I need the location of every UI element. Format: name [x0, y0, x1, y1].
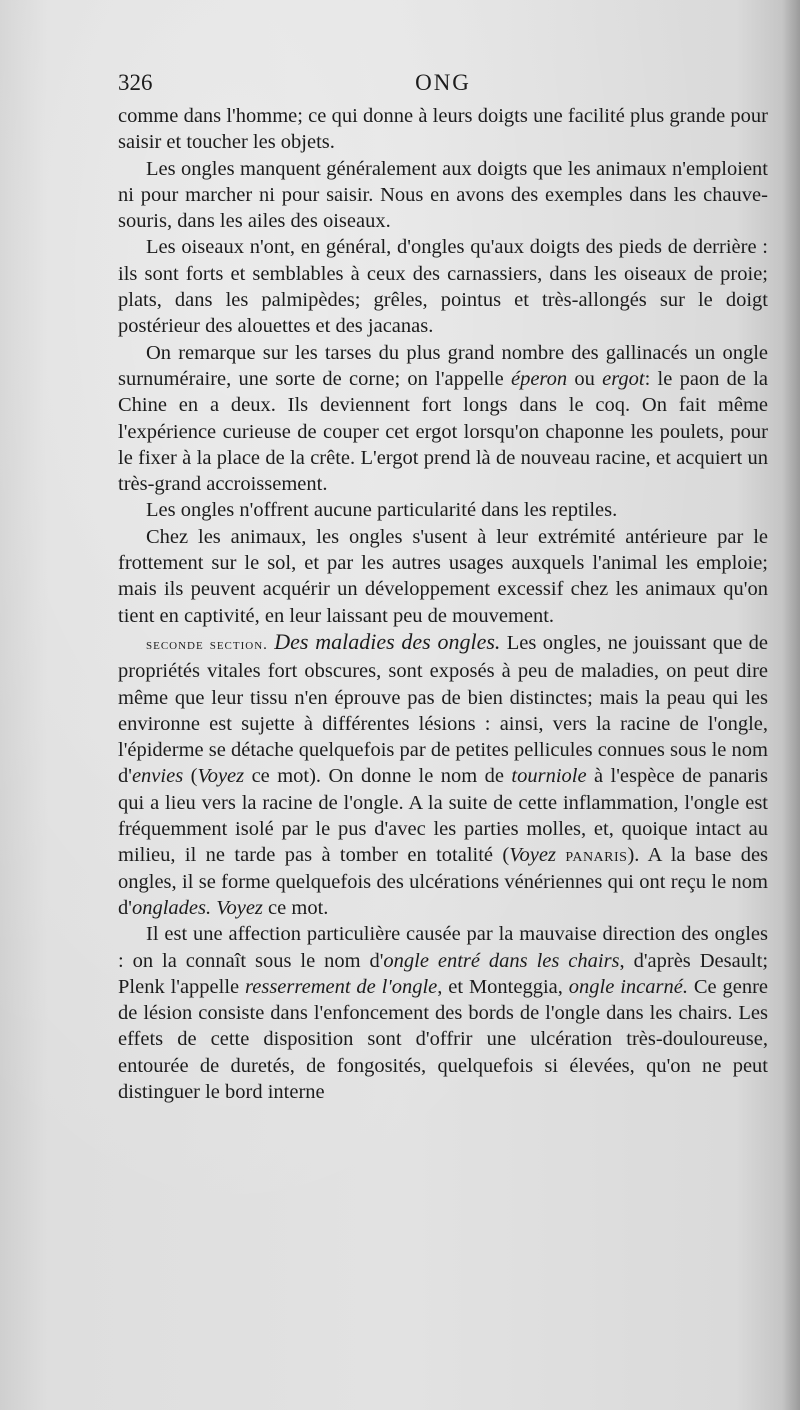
text-run: , et Monteggia,	[437, 975, 569, 998]
text-run: ce mot). On donne le nom de	[244, 765, 512, 788]
text-run: Il est une affection particulière causée par la mauvaise direction des ongles : on la connaît sous le nom d'	[118, 923, 768, 972]
text-run: ). A la base des ongles, il se forme quelquefois des ulcérations vénériennes qui ont reçu le nom d'	[118, 844, 769, 919]
text-run: On remarque sur les tarses du plus grand nombre des gallinacés un ongle surnuméraire, une sorte de corne; on l'appelle	[118, 341, 768, 390]
text-run: Ce genre de lésion consiste dans l'enfoncement des bords de l'ongle dans les chairs. Les effets de cette disposition sont d'offrir une ulcération très-douloureuse, entourée de duretés, de fongosités, quelquefois si élevées, qu'on ne peut distinguer le bord interne	[118, 975, 768, 1103]
paragraph	[118, 921, 768, 1105]
paragraph	[118, 497, 768, 523]
body-text	[118, 103, 768, 1105]
section-label: seconde section.	[146, 636, 268, 653]
text-run: , d'après Desault; Plenk l'appelle	[118, 949, 769, 998]
section-title: Des maladies des ongles.	[274, 628, 501, 654]
text-run: Les ongles, ne jouissant que de propriétés vitales fort obscures, sont exposés à peu de maladies, on peut dire même que leur tissu n'en éprouve pas de bien distinctes; mais la peau qui les environne est sujette à différentes lésions : ainsi, vers la racine de l'ongle, l'épiderme se détache quelquefois par de petites pellicules connues sous le nom d'	[118, 631, 769, 788]
text-run	[556, 844, 565, 866]
text-run: : le paon de la Chine en a deux. Ils deviennent fort longs dans le coq. On fait même l'expérience curieuse de couper cet ergot lorsqu'on chaponne les poulets, pour le fixer à la place de la crête. L'ergot prend là de nouveau racine, et acquiert un très-grand accroissement.	[118, 367, 769, 496]
paragraph	[118, 156, 768, 235]
text-run: Les oiseaux n'ont, en général, d'ongles qu'aux doigts des pieds de derrière : ils sont forts et semblables à ceux des carnassiers, dans les oiseaux de proie; plats, dans les palmipèdes; grêles, pointus et très-allongés sur le doigt postérieur des alouettes et des jacanas.	[118, 236, 768, 338]
italic-term: ergot	[602, 367, 645, 390]
italic-term: Voyez	[197, 765, 245, 788]
text-run: à l'espèce de panaris qui a lieu vers la racine de l'ongle. A la suite de cette inflammation, l'ongle est fréquemment isolé par le pus d'avec les parties molles, et, quoique intact au milieu, il ne tarde pas à tomber en totalité (	[118, 765, 768, 867]
text-run: Les ongles n'offrent aucune particularité dans les reptiles.	[146, 499, 618, 522]
running-title: ONG	[415, 70, 471, 95]
italic-term: Voyez	[216, 896, 263, 919]
italic-term: resserrement de l'ongle	[245, 975, 438, 998]
paragraph	[118, 234, 768, 339]
text-run: (	[183, 765, 198, 788]
text-run: Les ongles manquent généralement aux doigts que les animaux n'emploient ni pour marcher ni pour saisir. Nous en avons des exemples dans les chauve-souris, dans les ailes des oiseaux.	[118, 157, 768, 233]
paragraph	[118, 524, 768, 629]
paragraph	[118, 340, 768, 498]
italic-term: onglades.	[131, 896, 212, 919]
text-run: comme dans l'homme; ce qui donne à leurs doigts une facilité plus grande pour saisir et toucher les objets.	[118, 105, 768, 154]
italic-term: ongle entré dans les chairs	[383, 949, 620, 972]
page-edge-shadow	[782, 0, 800, 1410]
italic-term: envies	[131, 765, 184, 788]
italic-term: ongle incarné.	[568, 975, 688, 998]
italic-term: éperon	[510, 367, 568, 390]
paragraph	[118, 629, 768, 921]
text-run: ou	[567, 367, 603, 390]
running-head	[118, 70, 768, 100]
text-run: ce mot.	[262, 896, 329, 919]
text-run: Chez les animaux, les ongles s'usent à leur extrémité antérieure par le frottement sur le sol, et par les autres usages auxquels l'animal les emploie; mais ils peuvent acquérir un développement excessif chez les animaux qu'on tient en captivité, en leur laissant peu de mouvement.	[118, 525, 768, 627]
paragraph	[118, 103, 768, 156]
italic-term: tourniole	[511, 765, 587, 788]
cross-reference: panaris	[565, 844, 628, 867]
page-number: 326	[118, 70, 153, 95]
italic-term: Voyez	[509, 844, 556, 867]
